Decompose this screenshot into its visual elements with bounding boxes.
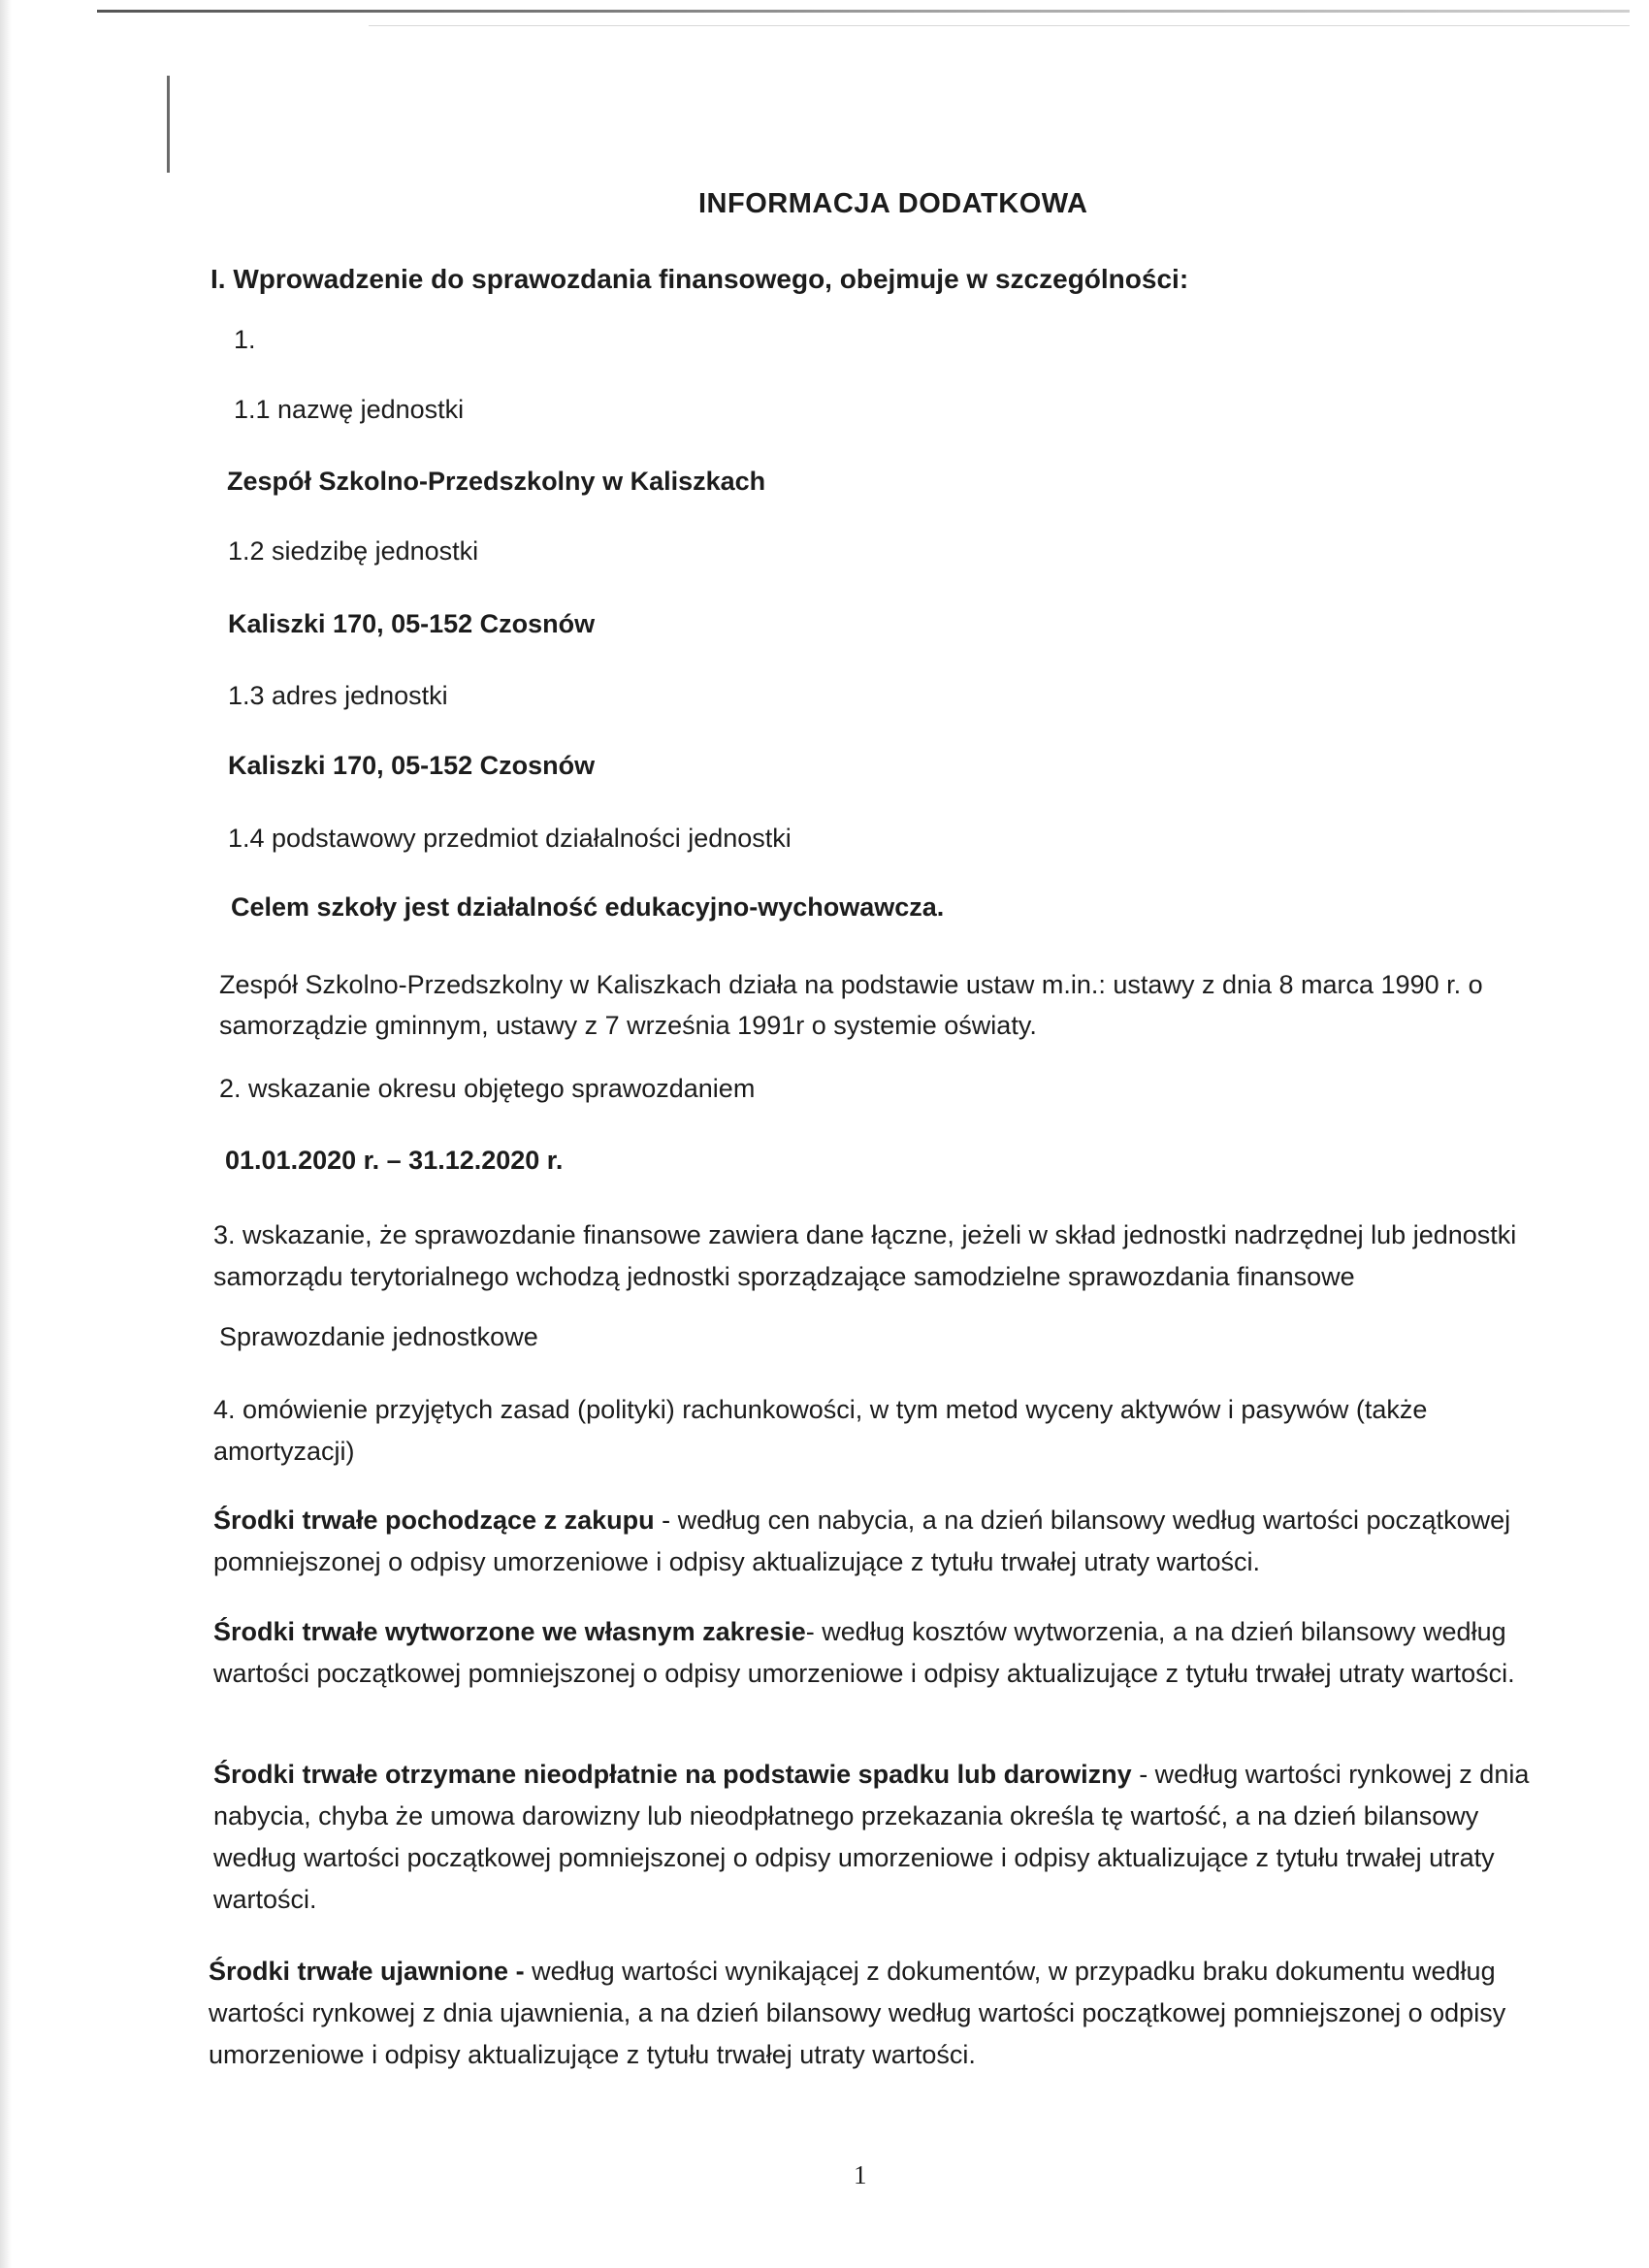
policy-text-donated: - według wartości rynkowej z dnia nabycia, chyba że umowa darowizny lub nieodpłatnego przekazania określa tę wartość, a na dzień bilansowy według wartości początkowej pomniejszonej o odpisy umorzeniowe i odpisy aktualizujące z tytułu trwałej utraty wartości. (213, 1760, 1530, 1914)
policy-text-self-made: - według kosztów wytworzenia, a na dzień bilansowy według wartości początkowej pomniejszonej o odpisy umorzeniowe i odpisy aktualizujące z tytułu trwałej utraty wartości. (213, 1617, 1515, 1688)
section-heading: I. Wprowadzenie do sprawozdania finansowego, obejmuje w szczególności: (210, 264, 1189, 294)
policy-term-disclosed: Środki trwałe ujawnione - (209, 1957, 525, 1986)
item-1-1-value: Zespół Szkolno-Przedszkolny w Kaliszkach (227, 467, 766, 496)
item-1-3-value: Kaliszki 170, 05-152 Czosnów (228, 751, 596, 780)
item-2-value: 01.01.2020 r. – 31.12.2020 r. (225, 1146, 564, 1175)
item-3-label: 3. wskazanie, że sprawozdanie finansowe zawiera dane łączne, jeżeli w skład jednostki nadrzędnej lub jednostki samorządu terytorialnego wchodzą jednostki sporządzające samodzielne sprawozdania finansowe (213, 1220, 1517, 1291)
item-2-label: 2. wskazanie okresu objętego sprawozdaniem (219, 1074, 756, 1103)
item-1-2-value: Kaliszki 170, 05-152 Czosnów (228, 609, 596, 638)
item-1-number: 1. (234, 325, 256, 354)
policy-paragraph-self-made (213, 1611, 1562, 1695)
policy-term-donated: Środki trwałe otrzymane nieodpłatnie na podstawie spadku lub darowizny (213, 1760, 1132, 1789)
policy-paragraph-purchased (213, 1500, 1562, 1583)
policy-term-purchased: Środki trwałe pochodzące z zakupu (213, 1506, 655, 1535)
item-1-3-label: 1.3 adres jednostki (228, 681, 448, 710)
item-1-1-label: 1.1 nazwę jednostki (234, 395, 465, 424)
policy-text-disclosed: według wartości wynikającej z dokumentów, w przypadku braku dokumentu według wartości rynkowej z dnia ujawnienia, a na dzień bilansowy według wartości początkowej pomniejszonej o odpisy umorzeniowe i odpisy aktualizujące z tytułu trwałej utraty wartości. (209, 1957, 1506, 2069)
item-3-value: Sprawozdanie jednostkowe (219, 1322, 538, 1351)
item-1-2-label: 1.2 siedzibę jednostki (228, 536, 479, 566)
policy-paragraph-disclosed (209, 1951, 1562, 2076)
policy-text-purchased: - według cen nabycia, a na dzień bilansowy według wartości początkowej pomniejszonej o odpisy umorzeniowe i odpisy aktualizujące z tytułu trwałej utraty wartości. (213, 1506, 1511, 1576)
item-4-label: 4. omówienie przyjętych zasad (polityki) rachunkowości, w tym metod wyceny aktywów i pasywów (także amortyzacji) (213, 1395, 1428, 1466)
policy-paragraph-donated (213, 1754, 1567, 1921)
page-number: 1 (854, 2160, 867, 2189)
legal-basis-paragraph: Zespół Szkolno-Przedszkolny w Kaliszkach działa na podstawie ustaw m.in.: ustawy z dnia 8 marca 1990 r. o samorządzie gminnym, ustawy z 7 września 1991r o systemie oświaty. (219, 970, 1483, 1040)
item-1-4-label: 1.4 podstawowy przedmiot działalności jednostki (228, 824, 792, 853)
policy-term-self-made: Środki trwałe wytworzone we własnym zakresie (213, 1617, 806, 1646)
document-title: INFORMACJA DODATKOWA (698, 188, 1088, 219)
item-1-4-value: Celem szkoły jest działalność edukacyjno-wychowawcza. (231, 892, 945, 922)
